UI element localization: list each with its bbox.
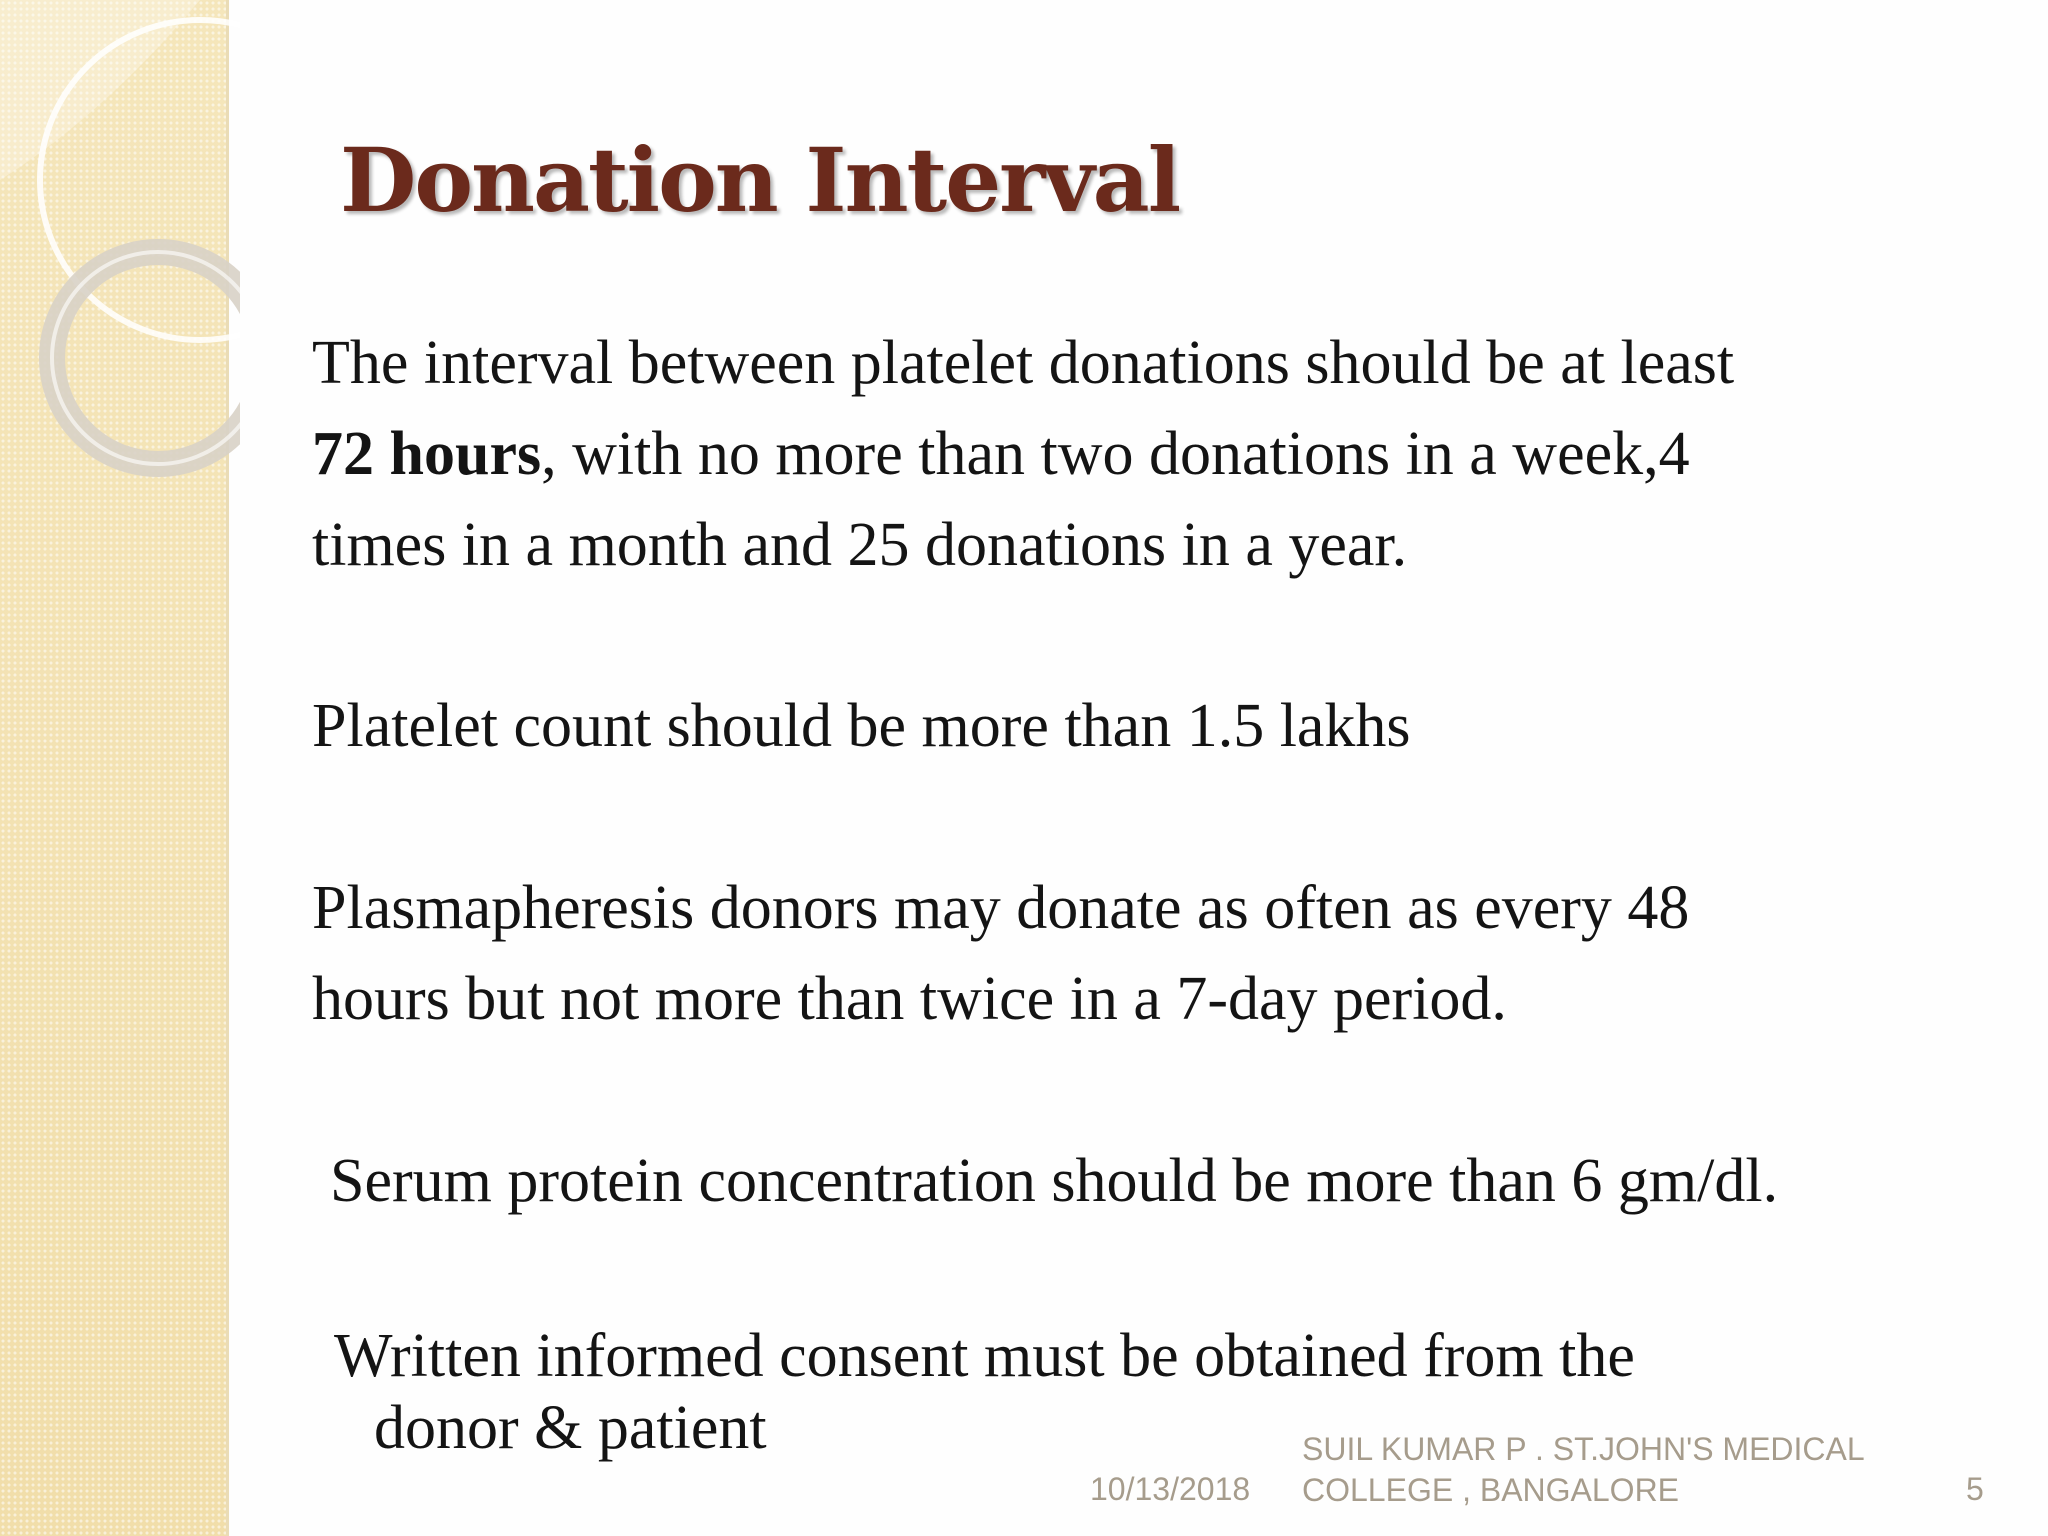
emphasis-72-hours: 72 hours xyxy=(312,420,542,488)
footer-page-number: 5 xyxy=(1966,1471,1984,1507)
paragraph-line-rest: , with no more than two donations in a week,4 xyxy=(541,420,1690,488)
paragraph-plasmapheresis xyxy=(312,863,1689,1045)
slide-title: Donation Interval xyxy=(340,128,1180,232)
paragraph-line: donor & patient xyxy=(374,1394,767,1462)
paragraph-line: hours but not more than twice in a 7-day period. xyxy=(312,965,1507,1033)
paragraph-platelet-count: Platelet count should be more than 1.5 lakhs xyxy=(312,692,1411,760)
paragraph-donation-interval xyxy=(312,318,1734,591)
paragraph-line: The interval between platelet donations should be at least xyxy=(312,329,1735,397)
decorative-circles xyxy=(0,0,240,520)
decorative-corner-highlight xyxy=(0,0,200,180)
decorative-ring-small-highlight xyxy=(52,252,240,464)
paragraph-line: times in a month and 25 donations in a year. xyxy=(312,511,1408,579)
paragraph-line: Written informed consent must be obtained from the xyxy=(334,1322,1635,1390)
footer-author: SUIL KUMAR P . ST.JOHN'S MEDICAL COLLEGE , BANGALORE xyxy=(1302,1431,1864,1508)
paragraph-line: Plasmapheresis donors may donate as often as every 48 xyxy=(312,874,1690,942)
paragraph-serum-protein: Serum protein concentration should be more than 6 gm/dl. xyxy=(330,1147,1779,1215)
footer-date: 10/13/2018 xyxy=(1090,1471,1251,1507)
paragraph-line xyxy=(312,409,1734,500)
